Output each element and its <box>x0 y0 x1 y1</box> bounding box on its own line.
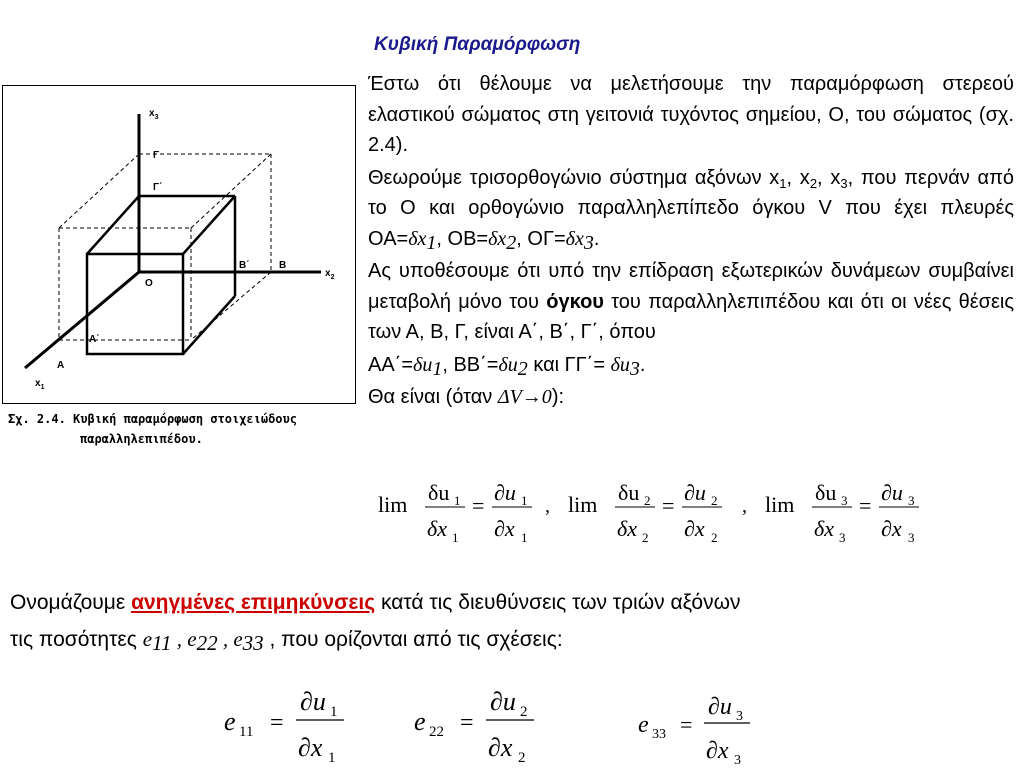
svg-text:∂u: ∂u <box>300 687 326 716</box>
svg-text:1: 1 <box>521 493 528 508</box>
svg-text:=: = <box>680 712 693 737</box>
svg-text:2: 2 <box>644 493 651 508</box>
label-G: Γ <box>153 150 160 161</box>
svg-text:2: 2 <box>642 530 649 545</box>
svg-text:3: 3 <box>908 493 915 508</box>
svg-text:δu: δu <box>815 480 837 505</box>
svg-text:2: 2 <box>518 750 526 766</box>
section-title: Κυβική Παραμόρφωση <box>374 34 581 55</box>
main-text-column <box>368 69 1014 413</box>
limit-equation-1 <box>378 480 532 545</box>
svg-text:∂x: ∂x <box>298 733 323 762</box>
limit-separator: , <box>545 495 550 517</box>
svg-text:∂x: ∂x <box>881 516 902 541</box>
strain-line-2: τις ποσότητες $e_{11}$ , $e_{22}$ , $e_{33}$ , που ορίζονται από τις σχέσεις: <box>10 627 563 655</box>
svg-text:=: = <box>662 493 675 518</box>
svg-text:1: 1 <box>330 704 338 720</box>
svg-text:∂u: ∂u <box>684 480 706 505</box>
svg-text:δx: δx <box>617 516 637 541</box>
caption-line-1: Σχ. 2.4. Κυβική παραμόρφωση στοιχειώδους <box>8 412 297 426</box>
svg-text:=: = <box>460 710 474 736</box>
svg-text:∂x: ∂x <box>706 738 729 764</box>
label-O: O <box>145 278 153 289</box>
label-A-prime: A΄ <box>89 334 100 345</box>
svg-text:3: 3 <box>736 709 743 724</box>
svg-text:1: 1 <box>521 530 528 545</box>
svg-text:2: 2 <box>711 493 718 508</box>
svg-text:∂u: ∂u <box>708 694 732 720</box>
svg-text:lim: lim <box>378 492 408 517</box>
svg-text:1: 1 <box>452 530 459 545</box>
svg-text:∂u: ∂u <box>490 687 516 716</box>
svg-text:2: 2 <box>711 530 718 545</box>
svg-text:δu: δu <box>428 480 450 505</box>
svg-text:3: 3 <box>841 493 848 508</box>
svg-text:22: 22 <box>429 724 444 740</box>
strain-equations <box>220 680 780 768</box>
svg-text:∂x: ∂x <box>684 516 705 541</box>
strain-definition-text <box>10 584 1020 658</box>
svg-text:e: e <box>414 707 426 736</box>
limit-equations <box>370 470 950 550</box>
svg-text:3: 3 <box>908 530 915 545</box>
x3-label: $x_3$ <box>149 108 159 121</box>
intro-paragraph: Έστω ότι θέλουμε να μελετήσουμε την παραμόρφωση στερεού ελαστικού σώματος στη γειτονιά τυχόντος σημείου, Ο, του σώματος (σχ. 2.4). <box>368 73 1014 156</box>
strain-line-1: Ονομάζουμε ανηγμένες επιμηκύνσεις κατά τις διευθύνσεις των τριών αξόνων <box>10 591 741 614</box>
limit-equation-2 <box>568 480 722 545</box>
strain-equation-e33 <box>638 694 750 768</box>
limit-separator: , <box>742 495 747 517</box>
svg-text:=: = <box>859 493 872 518</box>
label-B-prime: B΄ <box>239 260 250 271</box>
svg-text:2: 2 <box>520 704 528 720</box>
svg-text:3: 3 <box>734 753 741 768</box>
cube-deformation-diagram <box>3 86 355 403</box>
svg-text:=: = <box>270 710 284 736</box>
svg-text:3: 3 <box>839 530 846 545</box>
inner-hidden-edges <box>139 196 233 272</box>
svg-text:1: 1 <box>328 750 336 766</box>
label-A: A <box>57 360 65 371</box>
svg-text:=: = <box>472 493 485 518</box>
svg-text:δx: δx <box>427 516 447 541</box>
svg-text:∂x: ∂x <box>488 733 513 762</box>
limit-condition-paragraph: Θα είναι (όταν ΔV→0): <box>368 386 565 408</box>
volume-change-paragraph: Ας υποθέσουμε ότι υπό την επίδραση εξωτερικών δυνάμεων συμβαίνει μεταβολή μόνο του όγκου του παραλληλεπιπέδου και ότι οι νέες θέσεις των Α, Β, Γ, είναι Α΄, Β΄, Γ΄, όπου <box>368 260 1014 343</box>
caption-line-2: παραλληλεπιπέδου. <box>80 432 203 446</box>
strain-equation-e11 <box>224 687 344 766</box>
displacements-paragraph: $AA΄=\delta u_1$, $BB΄=\delta u_2$ και $\Gamma\Gamma΄= \delta u_3$. <box>368 353 646 380</box>
svg-text:11: 11 <box>239 724 254 740</box>
strain-equation-e22 <box>414 687 534 766</box>
label-B: B <box>279 260 287 271</box>
normal-strains-term: ανηγμένες επιμηκύνσεις <box>131 591 376 614</box>
axes-paragraph: Θεωρούμε τρισορθογώνιο σύστημα αξόνων $x_1$, $x_2$, $x_3$, που περνάν από το Ο και ορθογώνιο παραλληλεπίπεδο όγκου V που έχει πλευρές $OA=\delta x_1$, $OB=\delta x_2$, $O\Gamma=\delta x_3$. <box>368 166 1014 254</box>
svg-text:δu: δu <box>618 480 640 505</box>
x1-label: $x_1$ <box>35 378 45 391</box>
svg-text:lim: lim <box>765 492 795 517</box>
svg-text:e: e <box>224 707 236 736</box>
svg-text:∂x: ∂x <box>494 516 515 541</box>
svg-text:e: e <box>638 712 649 738</box>
parallelepiped-figure <box>2 85 356 404</box>
svg-text:∂u: ∂u <box>881 480 903 505</box>
svg-text:lim: lim <box>568 492 598 517</box>
svg-text:33: 33 <box>652 727 666 742</box>
x2-label: $x_2$ <box>325 268 335 281</box>
svg-text:∂u: ∂u <box>494 480 516 505</box>
label-G-prime: Γ΄ <box>153 182 163 193</box>
limit-equation-3 <box>765 480 919 545</box>
figure-caption <box>8 409 297 449</box>
svg-text:1: 1 <box>454 493 461 508</box>
svg-text:δx: δx <box>814 516 834 541</box>
inner-parallelepiped <box>87 196 235 354</box>
